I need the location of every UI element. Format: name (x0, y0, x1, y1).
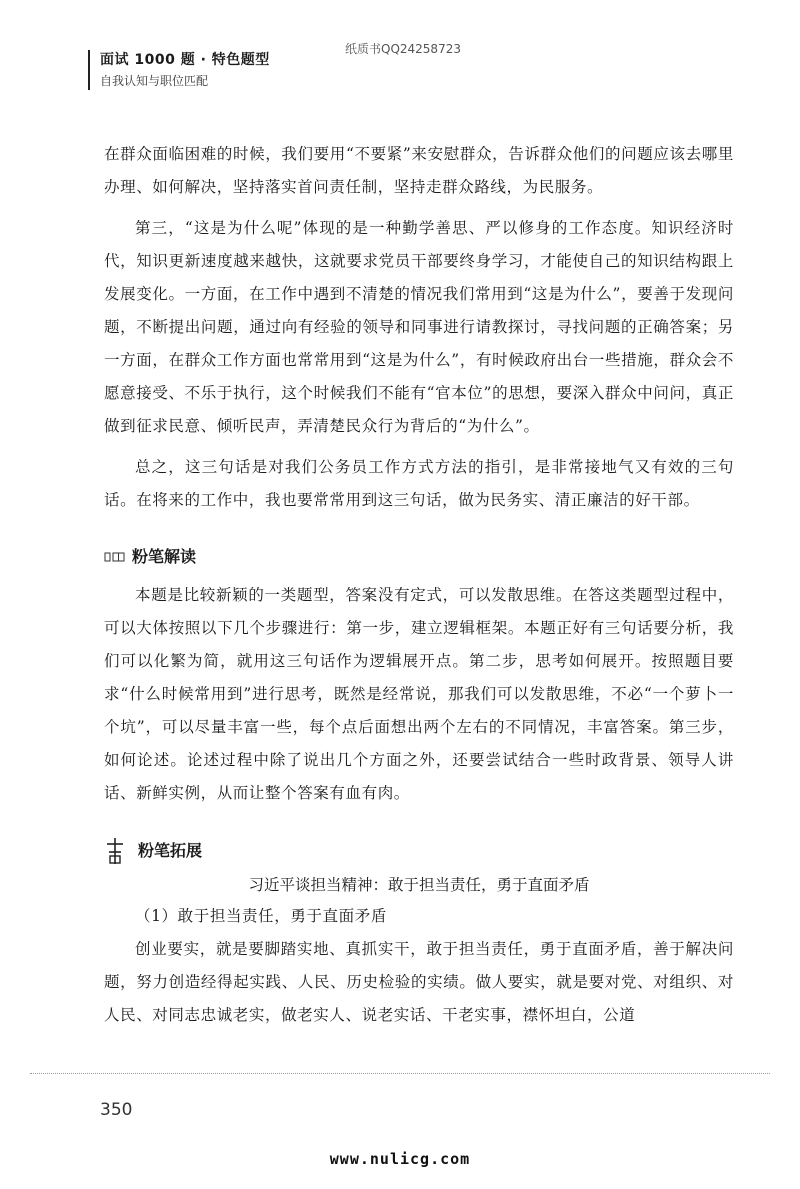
section-marker-icon (104, 550, 126, 564)
section-extension-heading (104, 836, 734, 866)
watermark-text: 纸质书QQ24258723 (345, 42, 461, 56)
reading-paragraph: 本题是比较新颖的一类题型，答案没有定式，可以发散思维。在答这类题型过程中，可以大体按照以下几个步骤进行：第一步，建立逻辑框架。本题正好有三句话要分析，我们可以化繁为简，就用这三句话作为逻辑展开点。第二步，思考如何展开。按照题目要求“什么时候常用到”进行思考，既然是经常说，那我们可以发散思维，不必“一个萝卜一个坑”，可以尽量丰富一些，每个点后面想出两个左右的不同情况，丰富答案。第三步，如何论述。论述过程中除了说出几个方面之外，还要尝试结合一些时政背景、领导人讲话、新鲜实例，从而让整个答案有血有肉。 (104, 586, 734, 802)
extension-subheading: （1）敢于担当责任，勇于直面矛盾 (135, 907, 387, 925)
running-header (88, 50, 270, 90)
chapter-title: 自我认知与职位匹配 (100, 74, 209, 88)
page-number: 350 (100, 1100, 133, 1120)
scan-dotted-line (30, 1073, 770, 1074)
extension-paragraph: 创业要实，就是要脚踏实地、真抓实干，敢于担当责任，勇于直面矛盾，善于解决问题，努力创造经得起实践、人民、历史检验的实绩。做人要实，就是要对党、对组织、对人民、对同志忠诚老实，做老实人、说老实话、干老实事，襟怀坦白，公道 (104, 940, 734, 1024)
footer-url: www.nulicg.com (329, 1150, 471, 1168)
extension-marker-icon (104, 836, 126, 866)
paragraph-3: 总之，这三句话是对我们公务员工作方式方法的指引，是非常接地气又有效的三句话。在将来的工作中，我也要常常用到这三句话，做为民务实、清正廉洁的好干部。 (104, 458, 734, 509)
extension-title: 习近平谈担当精神：敢于担当责任，勇于直面矛盾 (248, 876, 590, 894)
book-title: 面试 1000 题 · 特色题型 (100, 52, 270, 68)
extension-heading-text: 粉笔拓展 (138, 841, 203, 860)
paragraph-2: 第三，“这是为什么呢”体现的是一种勤学善思、严以修身的工作态度。知识经济时代，知识更新速度越来越快，这就要求党员干部要终身学习，才能使自己的知识结构跟上发展变化。一方面，在工作中遇到不清楚的情况我们常用到“这是为什么”，要善于发现问题，不断提出问题，通过向有经验的领导和同事进行请教探讨，寻找问题的正确答案；另一方面，在群众工作方面也常常用到“这是为什么”，有时候政府出台一些措施，群众会不愿意接受、不乐于执行，这个时候我们不能有“官本位”的思想，要深入群众中问问，真正做到征求民意、倾听民声，弄清楚民众行为背后的“为什么”。 (104, 219, 734, 435)
reading-heading-text: 粉笔解读 (132, 547, 197, 566)
main-content (104, 138, 734, 1032)
section-reading-heading (104, 543, 734, 571)
paragraph-1: 在群众面临困难的时候，我们要用“不要紧”来安慰群众，告诉群众他们的问题应该去哪里办理、如何解决，坚持落实首问责任制，坚持走群众路线，为民服务。 (104, 145, 734, 196)
